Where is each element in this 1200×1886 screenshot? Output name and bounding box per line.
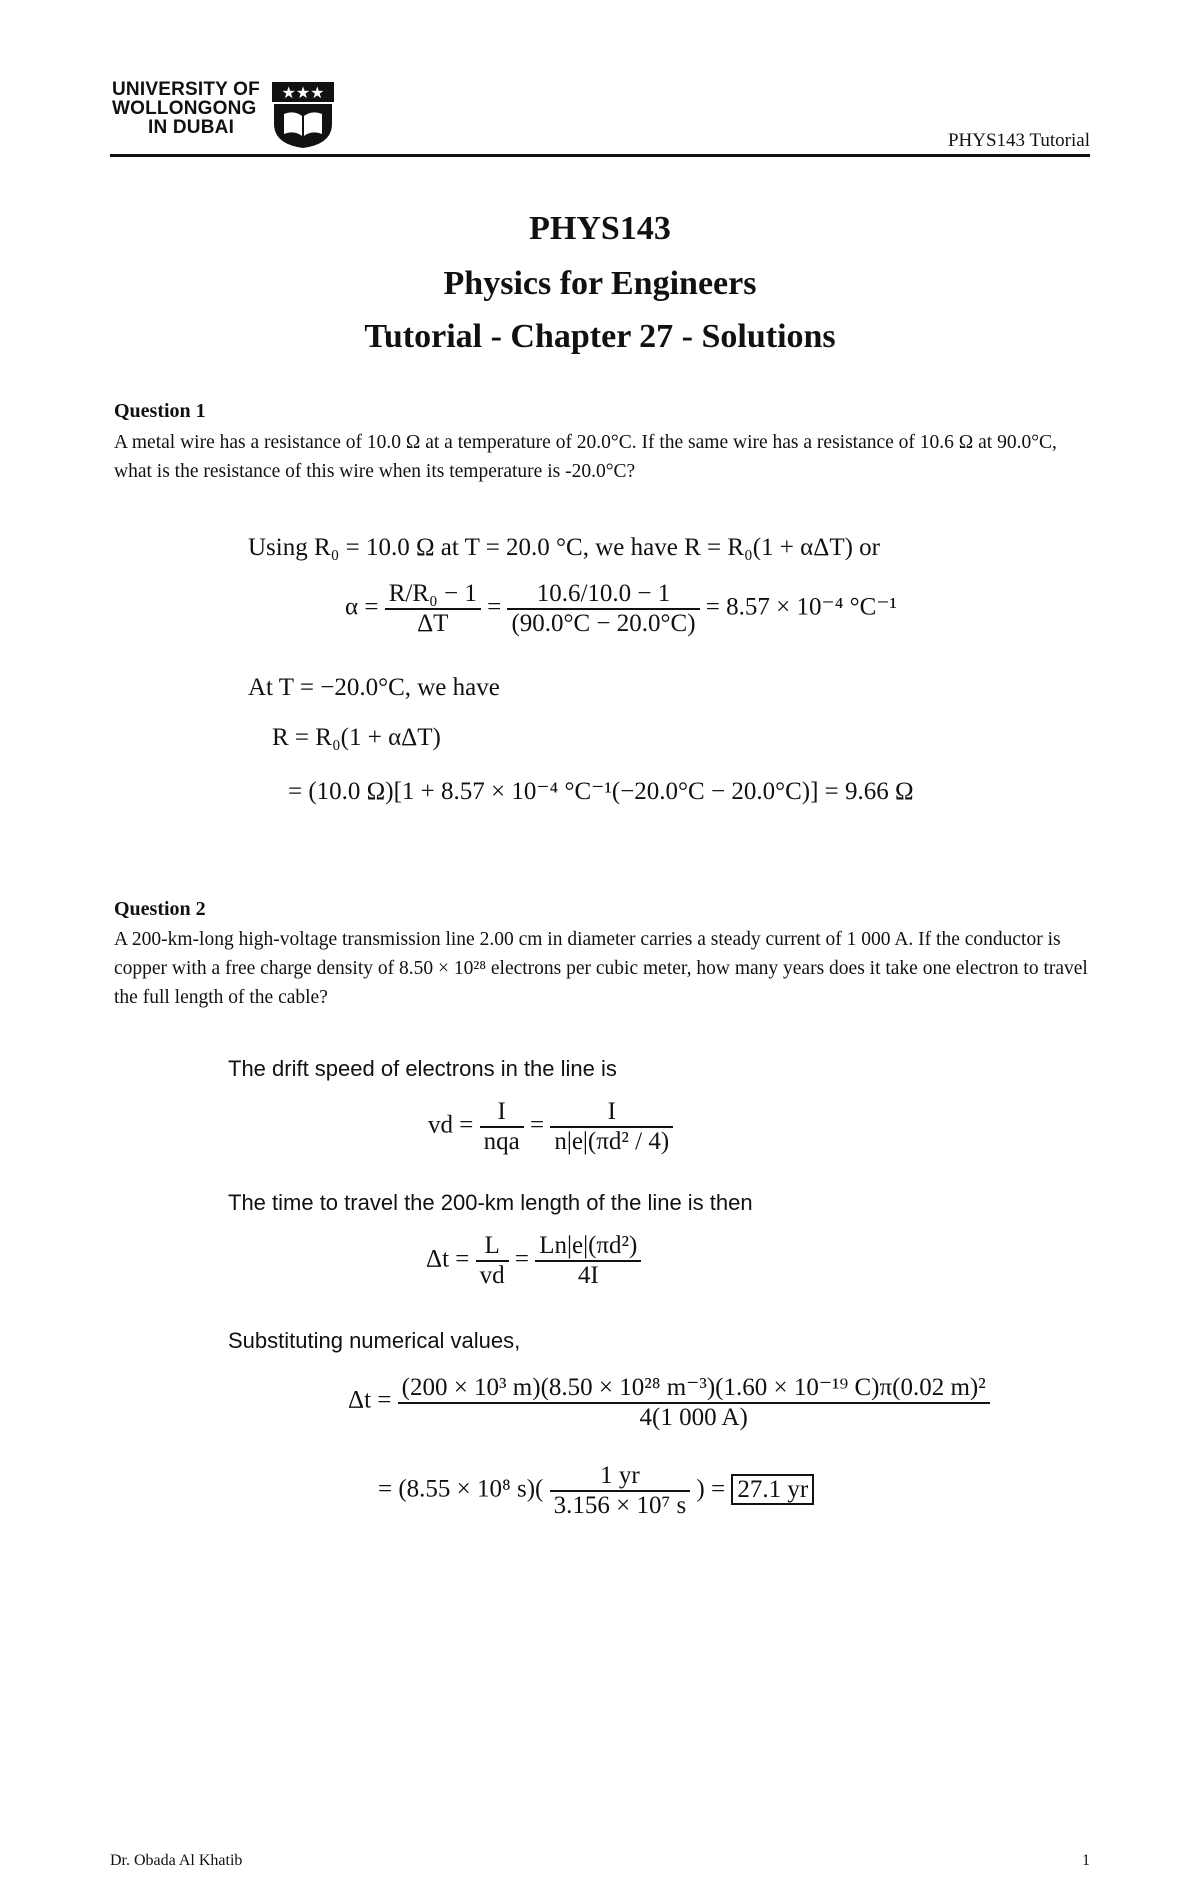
logo-line-1: UNIVERSITY OF [112,79,260,100]
q1-resistance-result: = (10.0 Ω)[1 + 8.57 × 10⁻⁴ °C⁻¹(−20.0°C − 20.0°C)] = 9.66 Ω [288,778,914,805]
subject-title: Physics for Engineers [443,265,757,302]
dt-num-1: L [476,1232,509,1262]
dt2-lhs: Δt = [348,1386,392,1414]
q2-substitution-equation [348,1372,990,1432]
header-rule [110,154,1090,157]
vd-fraction-1 [480,1098,524,1156]
logo-line-3: IN DUBAI [148,117,235,138]
alpha-num-numeric: 10.6/10.0 − 1 [507,580,699,610]
footer-author: Dr. Obada Al Khatib [110,1852,243,1869]
final-suffix: ) = [696,1475,726,1503]
logo-line-2: WOLLONGONG [112,98,257,119]
vd-num-2: I [550,1098,673,1128]
dt2-numerator: (200 × 10³ m)(8.50 × 10²⁸ m⁻³)(1.60 × 10⁻¹⁹ C)π(0.02 m)² [398,1372,990,1404]
tutorial-title: Tutorial - Chapter 27 - Solutions [364,318,836,355]
alpha-den-symbolic: ΔT [417,610,449,637]
question-1-text: A metal wire has a resistance of 10.0 Ω at a temperature of 20.0°C. If the same wire has a resistance of 10.6 Ω at 90.0°C, what is the resistance of this wire when its temperature is -20.0°C? [114,432,1057,482]
vd-den-2: n|e|(πd² / 4) [554,1128,670,1155]
final-conversion-num: 1 yr [550,1462,691,1492]
alpha-fraction-symbolic [385,580,481,638]
university-crest-icon [270,80,336,150]
svg-text:★★★: ★★★ [281,83,325,102]
dt2-fraction [398,1372,990,1432]
q1-alpha-equation: α = $\frac{\text{R/R₀ − 1}}{\Delta T}$ = $\frac{10.6/10.0 - 1}{(90.0^\circ C - 20.0^\circ C)}$ = 8.57 × 10⁻⁴ °C⁻¹ [345,580,898,637]
dt-fraction-1 [476,1232,509,1290]
dt-lhs: Δt = [426,1245,470,1273]
q2-substitution-intro: Substituting numerical values, [228,1328,521,1353]
dt-den-1: vd [479,1262,505,1289]
q2-final-equation [378,1462,814,1520]
q2-drift-intro: The drift speed of electrons in the line is [228,1056,617,1081]
alpha-lhs: α = [345,593,379,621]
course-title: PHYS143 [529,210,671,247]
alpha-fraction-numeric [507,580,699,638]
vd-fraction-2 [550,1098,673,1156]
final-prefix: = (8.55 × 10⁸ s)( [378,1475,544,1503]
dt-num-2: Ln|e|(πd²) [535,1232,641,1262]
question-2-text: A 200-km-long high-voltage transmission line 2.00 cm in diameter carries a steady current of 1 000 A. If the conductor is copper with a free charge density of 8.50 × 10²⁸ electrons per cubic meter, how many years does it take one electron to travel the full length of the cable? [114,929,1088,1008]
final-answer-box: 27.1 yr [731,1474,814,1505]
header-course-label: PHYS143 Tutorial [947,130,1090,151]
dt-den-2: 4I [577,1262,599,1289]
q2-drift-equation: vd = $\frac{I}{\text{nqa}}$ = $\frac{I}{\text{n|e|(πd² / 4)}}$ [428,1098,673,1156]
final-conversion-den: 3.156 × 10⁷ s [553,1492,687,1519]
q1-resistance-equation: R = R₀(1 + αΔT) [272,724,441,751]
q1-solution-intro: Using R₀ = 10.0 Ω at T = 20.0 °C, we have R = R₀(1 + αΔT) or [248,534,881,561]
university-logo-text [112,80,260,137]
question-2-heading: Question 2 [114,898,206,920]
footer-page-number: 1 [1082,1852,1090,1869]
vd-den-1: nqa [483,1128,520,1155]
alpha-num-symbolic: R/R₀ − 1 [385,580,481,610]
q1-at-temperature-line: At T = −20.0°C, we have [248,674,500,701]
q2-time-intro: The time to travel the 200-km length of the line is then [228,1190,753,1215]
q2-time-equation: Δt = $\frac{L}{vd}$ = $\frac{\text{Ln|e|(πd²)}}{4I}$ [426,1232,641,1290]
dt2-denominator: 4(1 000 A) [639,1404,748,1431]
question-1-heading: Question 1 [114,400,206,422]
vd-lhs: vd = [428,1111,474,1139]
dt-fraction-2 [535,1232,641,1290]
vd-num-1: I [480,1098,524,1128]
final-conversion-fraction [550,1462,691,1520]
alpha-result: = 8.57 × 10⁻⁴ °C⁻¹ [705,593,898,621]
alpha-den-numeric: (90.0°C − 20.0°C) [511,610,696,637]
